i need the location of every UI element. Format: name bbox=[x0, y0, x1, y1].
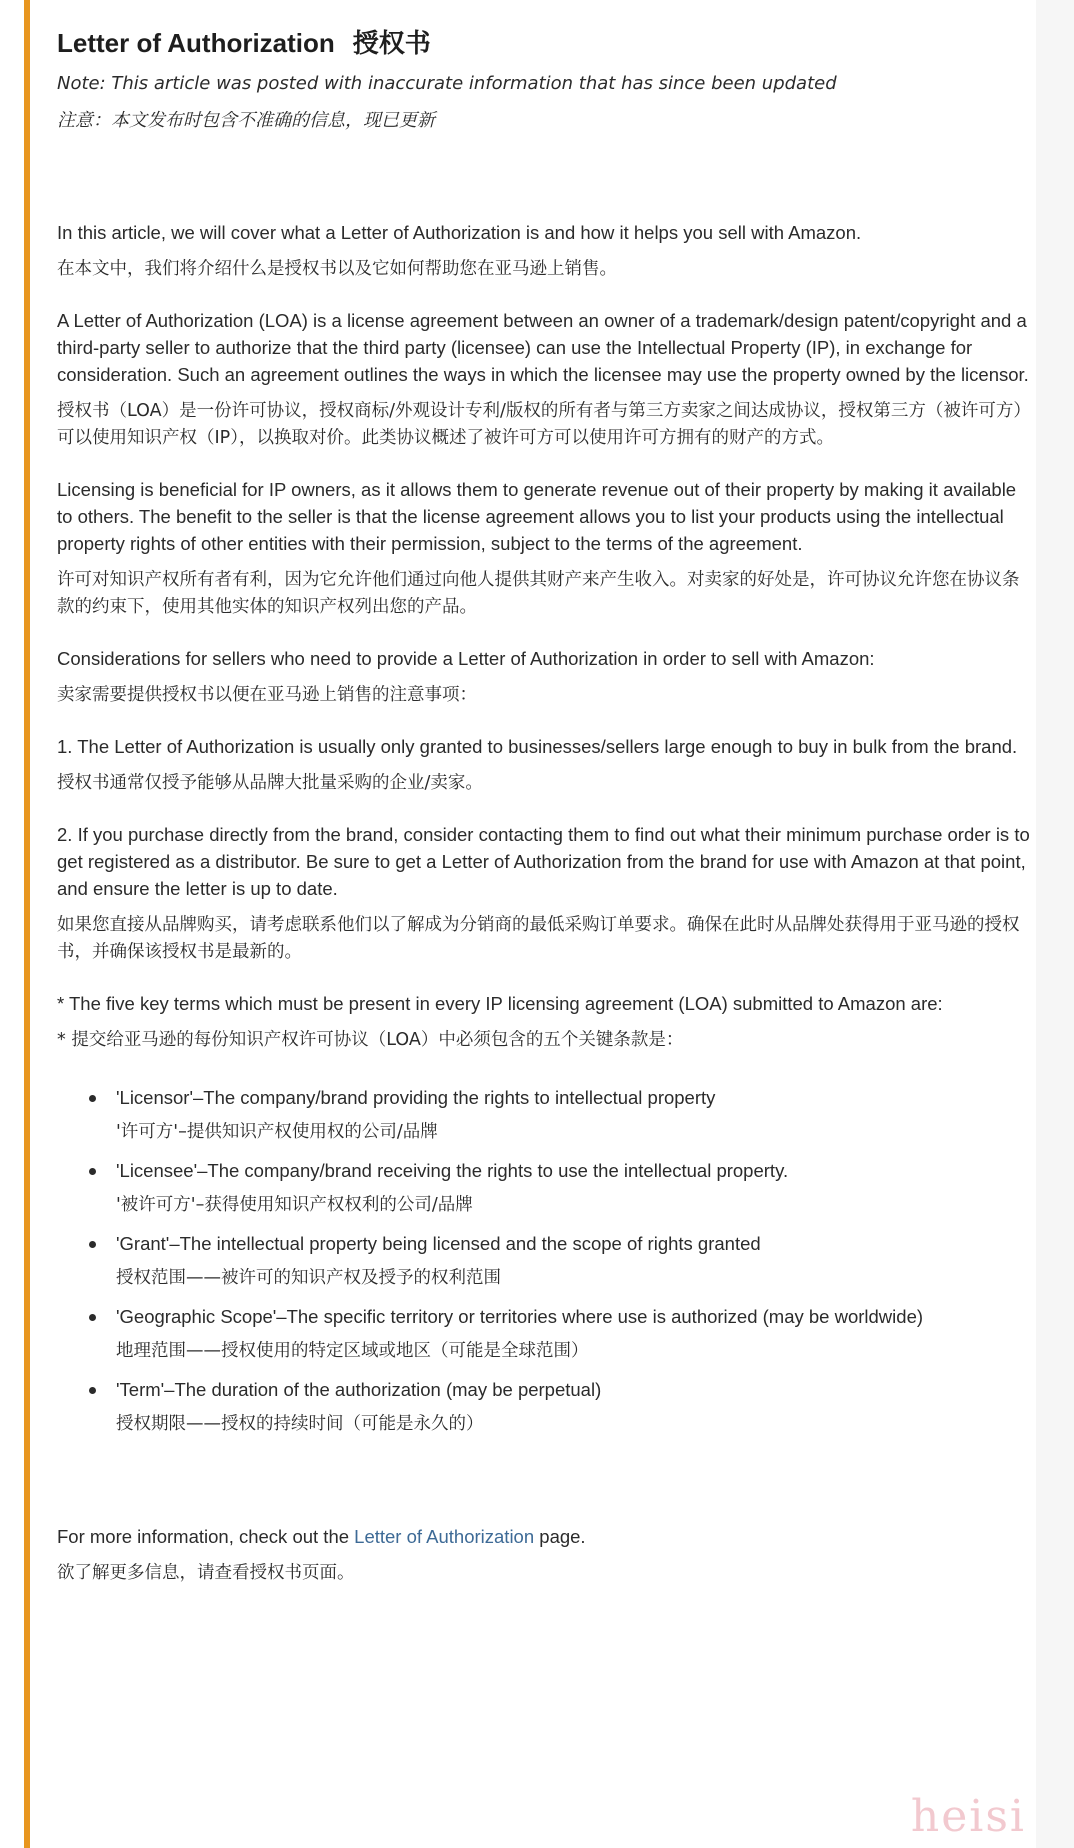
more-info-zh: 欲了解更多信息，请查看授权书页面。 bbox=[57, 1563, 355, 1583]
more-info-suffix: page. bbox=[534, 1526, 586, 1547]
bullet-icon bbox=[89, 1168, 96, 1175]
bullet-icon bbox=[89, 1387, 96, 1394]
term-en: 'Geographic Scope'–The specific territory or territories where use is authorized (may be worldwide) bbox=[116, 1306, 924, 1327]
term-zh: 地理范围——授权使用的特定区域或地区（可能是全球范围） bbox=[116, 1341, 589, 1361]
page-title bbox=[57, 24, 1036, 62]
definition-paragraph-en: A Letter of Authorization (LOA) is a license agreement between an owner of a trademark/design patent/copyright and a third-party seller to authorize that the third party (licensee) can use the Intellectual Property (IP), in exchange for consideration. Such an agreement outlines the ways in which the licensee may use the property owned by the licensor. bbox=[57, 310, 1029, 385]
more-info-en bbox=[57, 1523, 1036, 1550]
term-en: 'Grant'–The intellectual property being licensed and the scope of rights granted bbox=[116, 1233, 761, 1254]
point-2-zh: 如果您直接从品牌购买，请考虑联系他们以了解成为分销商的最低采购订单要求。确保在此时从品牌处获得用于亚马逊的授权书，并确保该授权书是最新的。 bbox=[57, 915, 1020, 962]
term-zh: 授权期限——授权的持续时间（可能是永久的） bbox=[116, 1414, 484, 1434]
term-zh: 授权范围——被许可的知识产权及授予的权利范围 bbox=[116, 1268, 501, 1288]
watermark: heisi bbox=[910, 1791, 1026, 1842]
considerations-heading-zh: 卖家需要提供授权书以便在亚马逊上销售的注意事项： bbox=[57, 685, 477, 705]
title-en: Letter of Authorization bbox=[57, 28, 335, 58]
key-terms-intro-en: * The five key terms which must be present in every IP licensing agreement (LOA) submitted to Amazon are: bbox=[57, 993, 943, 1014]
intro-paragraph-zh: 在本文中，我们将介绍什么是授权书以及它如何帮助您在亚马逊上销售。 bbox=[57, 259, 617, 279]
definition-paragraph-zh: 授权书（LOA）是一份许可协议，授权商标/外观设计专利/版权的所有者与第三方卖家之间达成协议，授权第三方（被许可方）可以使用知识产权（IP），以换取对价。此类协议概述了被许可方可以使用许可方拥有的财产的方式。 bbox=[57, 401, 1031, 448]
term-en: 'Term'–The duration of the authorization (may be perpetual) bbox=[116, 1379, 602, 1400]
point-1-zh: 授权书通常仅授予能够从品牌大批量采购的企业/卖家。 bbox=[57, 773, 483, 793]
update-note-zh: 注意：本文发布时包含不准确的信息，现已更新 bbox=[57, 110, 435, 131]
key-terms-list bbox=[57, 1084, 1036, 1438]
key-terms-intro-zh: * 提交给亚马逊的每份知识产权许可协议（LOA）中必须包含的五个关键条款是： bbox=[57, 1030, 684, 1050]
letter-of-authorization-link[interactable]: Letter of Authorization bbox=[354, 1526, 535, 1547]
more-info-prefix: For more information, check out the bbox=[57, 1526, 355, 1547]
bullet-icon bbox=[89, 1095, 96, 1102]
point-2-en: 2. If you purchase directly from the brand, consider contacting them to find out what their minimum purchase order is to get registered as a distributor. Be sure to get a Letter of Authorization from the brand for use with Amazon at that point, and ensure the letter is up to date. bbox=[57, 824, 1030, 899]
list-item bbox=[89, 1084, 1036, 1146]
considerations-heading-en: Considerations for sellers who need to provide a Letter of Authorization in order to sell with Amazon: bbox=[57, 648, 875, 669]
term-zh: '许可方'–提供知识产权使用权的公司/品牌 bbox=[116, 1122, 438, 1142]
point-1-en: 1. The Letter of Authorization is usually only granted to businesses/sellers large enough to buy in bulk from the brand. bbox=[57, 736, 1018, 757]
term-en: 'Licensee'–The company/brand receiving the rights to use the intellectual property. bbox=[116, 1160, 789, 1181]
update-note-en: Note: This article was posted with inaccurate information that has since been updated bbox=[57, 73, 837, 94]
bullet-icon bbox=[89, 1314, 96, 1321]
page-side-strip bbox=[1036, 0, 1074, 1848]
benefit-paragraph-zh: 许可对知识产权所有者有利，因为它允许他们通过向他人提供其财产来产生收入。对卖家的好处是，许可协议允许您在协议条款的约束下，使用其他实体的知识产权列出您的产品。 bbox=[57, 570, 1020, 617]
intro-paragraph-en: In this article, we will cover what a Letter of Authorization is and how it helps you sell with Amazon. bbox=[57, 222, 862, 243]
list-item bbox=[89, 1303, 1036, 1365]
term-zh: '被许可方'–获得使用知识产权权利的公司/品牌 bbox=[116, 1195, 473, 1215]
list-item bbox=[89, 1230, 1036, 1292]
term-en: 'Licensor'–The company/brand providing the rights to intellectual property bbox=[116, 1087, 716, 1108]
title-zh: 授权书 bbox=[352, 28, 431, 58]
article bbox=[24, 0, 1036, 1848]
bullet-icon bbox=[89, 1241, 96, 1248]
benefit-paragraph-en: Licensing is beneficial for IP owners, as it allows them to generate revenue out of their property by making it available to others. The benefit to the seller is that the license agreement allows you to list your products using the intellectual property rights of other entities with their permission, subject to the terms of the agreement. bbox=[57, 479, 1017, 554]
list-item bbox=[89, 1376, 1036, 1438]
list-item bbox=[89, 1157, 1036, 1219]
